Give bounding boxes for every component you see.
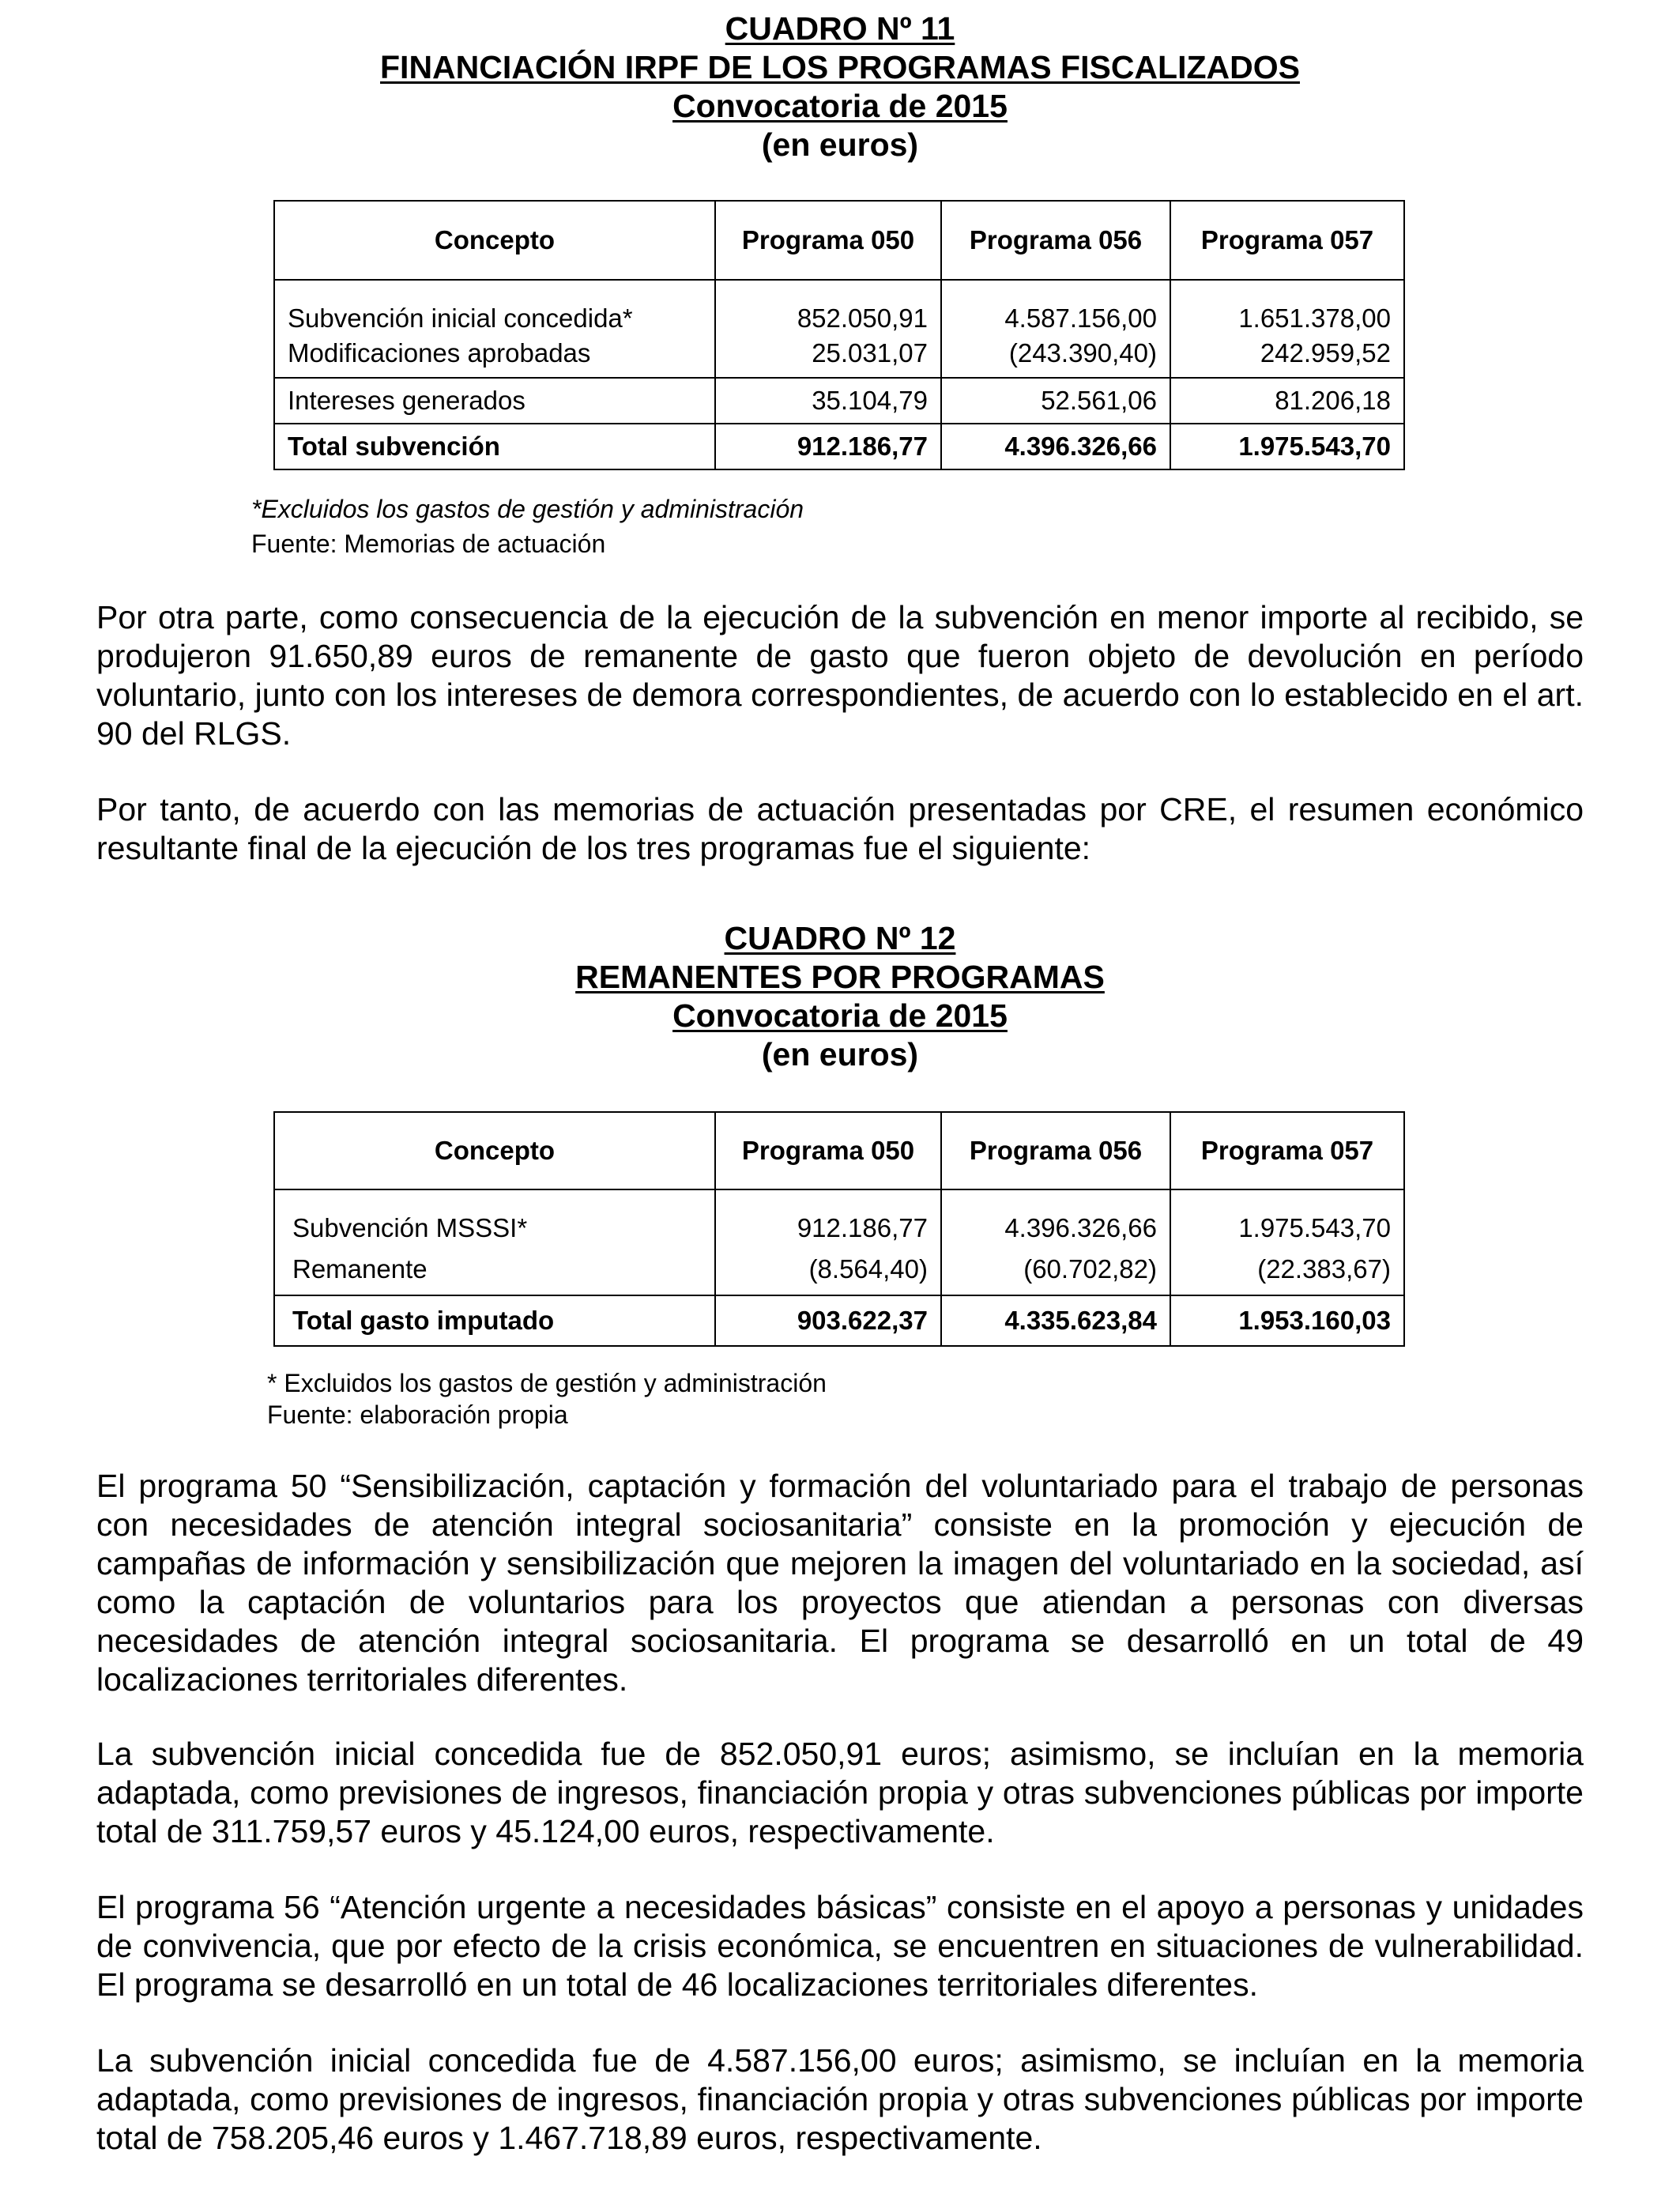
header-programa-056: Programa 056 — [941, 201, 1170, 280]
table-cell: 4.587.156,00 — [941, 280, 1170, 334]
paragraph: El programa 50 “Sensibilización, captación y formación del voluntariado para el trabajo de personas con necesidades de atención integral sociosanitaria” consiste en la promoción y ejecución de campañas de información y sensibilización que mejoren la imagen del voluntariado en la sociedad, así como la captación de voluntarios para los proyectos que atiendan a personas con diversas necesidades de atención integral sociosanitaria. El programa se desarrolló en un total de 49 localizaciones territoriales diferentes. — [96, 1468, 1584, 1698]
table-header-row — [274, 1112, 1404, 1189]
cuadro12-title — [0, 919, 1680, 1074]
table-cell: 52.561,06 — [941, 378, 1170, 424]
cuadro11-notes — [251, 492, 804, 561]
table-row — [274, 280, 1404, 334]
cuadro11-title-line1: CUADRO Nº 11 — [725, 10, 955, 47]
cuadro11-source: Fuente: Memorias de actuación — [251, 530, 606, 558]
paragraph: Por tanto, de acuerdo con las memorias de actuación presentadas por CRE, el resumen económico resultante final de la ejecución de los tres programas fue el siguiente: — [96, 791, 1584, 866]
table-cell: Intereses generados — [274, 378, 715, 424]
table-row — [274, 1189, 1404, 1243]
cuadro11-title-line3: Convocatoria de 2015 — [672, 88, 1008, 124]
header-programa-056: Programa 056 — [941, 1112, 1170, 1189]
cuadro11-title — [0, 9, 1680, 164]
cuadro12-title-line3: Convocatoria de 2015 — [672, 997, 1008, 1034]
table-cell: 1.651.378,00 — [1170, 280, 1404, 334]
cuadro12-title-line4: (en euros) — [761, 1036, 919, 1072]
table-cell: 242.959,52 — [1170, 334, 1404, 378]
table-cell: Subvención inicial concedida* — [274, 280, 715, 334]
table-cell: 1.953.160,03 — [1170, 1295, 1404, 1346]
table-cell: 4.335.623,84 — [941, 1295, 1170, 1346]
header-concepto: Concepto — [274, 1112, 715, 1189]
paragraph: El programa 56 “Atención urgente a necesidades básicas” consiste en el apoyo a personas y unidades de convivencia, que por efecto de la crisis económica, se encuentren en situaciones de vulnerabilidad. El programa se desarrolló en un total de 46 localizaciones territoriales diferentes. — [96, 1889, 1584, 2003]
table-cell: 852.050,91 — [715, 280, 941, 334]
cuadro11-title-line2: FINANCIACIÓN IRPF DE LOS PROGRAMAS FISCALIZADOS — [380, 49, 1300, 85]
cuadro12-source: Fuente: elaboración propia — [267, 1400, 568, 1429]
table-cell: Total gasto imputado — [274, 1295, 715, 1346]
table-row — [274, 334, 1404, 378]
table-cell: 903.622,37 — [715, 1295, 941, 1346]
table-cell: 912.186,77 — [715, 424, 941, 469]
table-cell: Total subvención — [274, 424, 715, 469]
table-cell: 81.206,18 — [1170, 378, 1404, 424]
table-cell: Subvención MSSSI* — [274, 1189, 715, 1243]
cuadro11-table — [273, 200, 1405, 470]
table-cell: Remanente — [274, 1243, 715, 1295]
cuadro12-title-line1: CUADRO Nº 12 — [724, 920, 956, 956]
paragraph: La subvención inicial concedida fue de 852.050,91 euros; asimismo, se incluían en la memoria adaptada, como previsiones de ingresos, financiación propia y otras subvenciones públicas por importe total de 311.759,57 euros y 45.124,00 euros, respectivamente. — [96, 1736, 1584, 1849]
table-cell: (243.390,40) — [941, 334, 1170, 378]
table-cell: (22.383,67) — [1170, 1243, 1404, 1295]
table-cell: 25.031,07 — [715, 334, 941, 378]
table-cell: 912.186,77 — [715, 1189, 941, 1243]
table-header-row — [274, 201, 1404, 280]
cuadro12-title-line2: REMANENTES POR PROGRAMAS — [575, 959, 1105, 995]
header-programa-050: Programa 050 — [715, 201, 941, 280]
table-cell: (8.564,40) — [715, 1243, 941, 1295]
header-programa-050: Programa 050 — [715, 1112, 941, 1189]
table-cell: 1.975.543,70 — [1170, 424, 1404, 469]
cuadro12-footnote: * Excluidos los gastos de gestión y administración — [267, 1369, 827, 1397]
cuadro12-table — [273, 1111, 1405, 1347]
table-cell: 4.396.326,66 — [941, 1189, 1170, 1243]
header-concepto: Concepto — [274, 201, 715, 280]
header-programa-057: Programa 057 — [1170, 201, 1404, 280]
table-cell: 4.396.326,66 — [941, 424, 1170, 469]
table-cell: Modificaciones aprobadas — [274, 334, 715, 378]
cuadro11-title-line4: (en euros) — [761, 126, 919, 163]
table-cell: 1.975.543,70 — [1170, 1189, 1404, 1243]
cuadro12-notes — [267, 1367, 827, 1431]
table-cell: (60.702,82) — [941, 1243, 1170, 1295]
paragraph: Por otra parte, como consecuencia de la ejecución de la subvención en menor importe al recibido, se produjeron 91.650,89 euros de remanente de gasto que fueron objeto de devolución en período voluntario, junto con los intereses de demora correspondientes, de acuerdo con lo establecido en el art. 90 del RLGS. — [96, 599, 1584, 752]
table-total-row — [274, 1295, 1404, 1346]
table-row — [274, 378, 1404, 424]
paragraph: La subvención inicial concedida fue de 4.587.156,00 euros; asimismo, se incluían en la memoria adaptada, como previsiones de ingresos, financiación propia y otras subvenciones públicas por importe total de 758.205,46 euros y 1.467.718,89 euros, respectivamente. — [96, 2042, 1584, 2156]
table-total-row — [274, 424, 1404, 469]
cuadro11-footnote: *Excluidos los gastos de gestión y administración — [251, 495, 804, 523]
header-programa-057: Programa 057 — [1170, 1112, 1404, 1189]
table-cell: 35.104,79 — [715, 378, 941, 424]
table-row — [274, 1243, 1404, 1295]
